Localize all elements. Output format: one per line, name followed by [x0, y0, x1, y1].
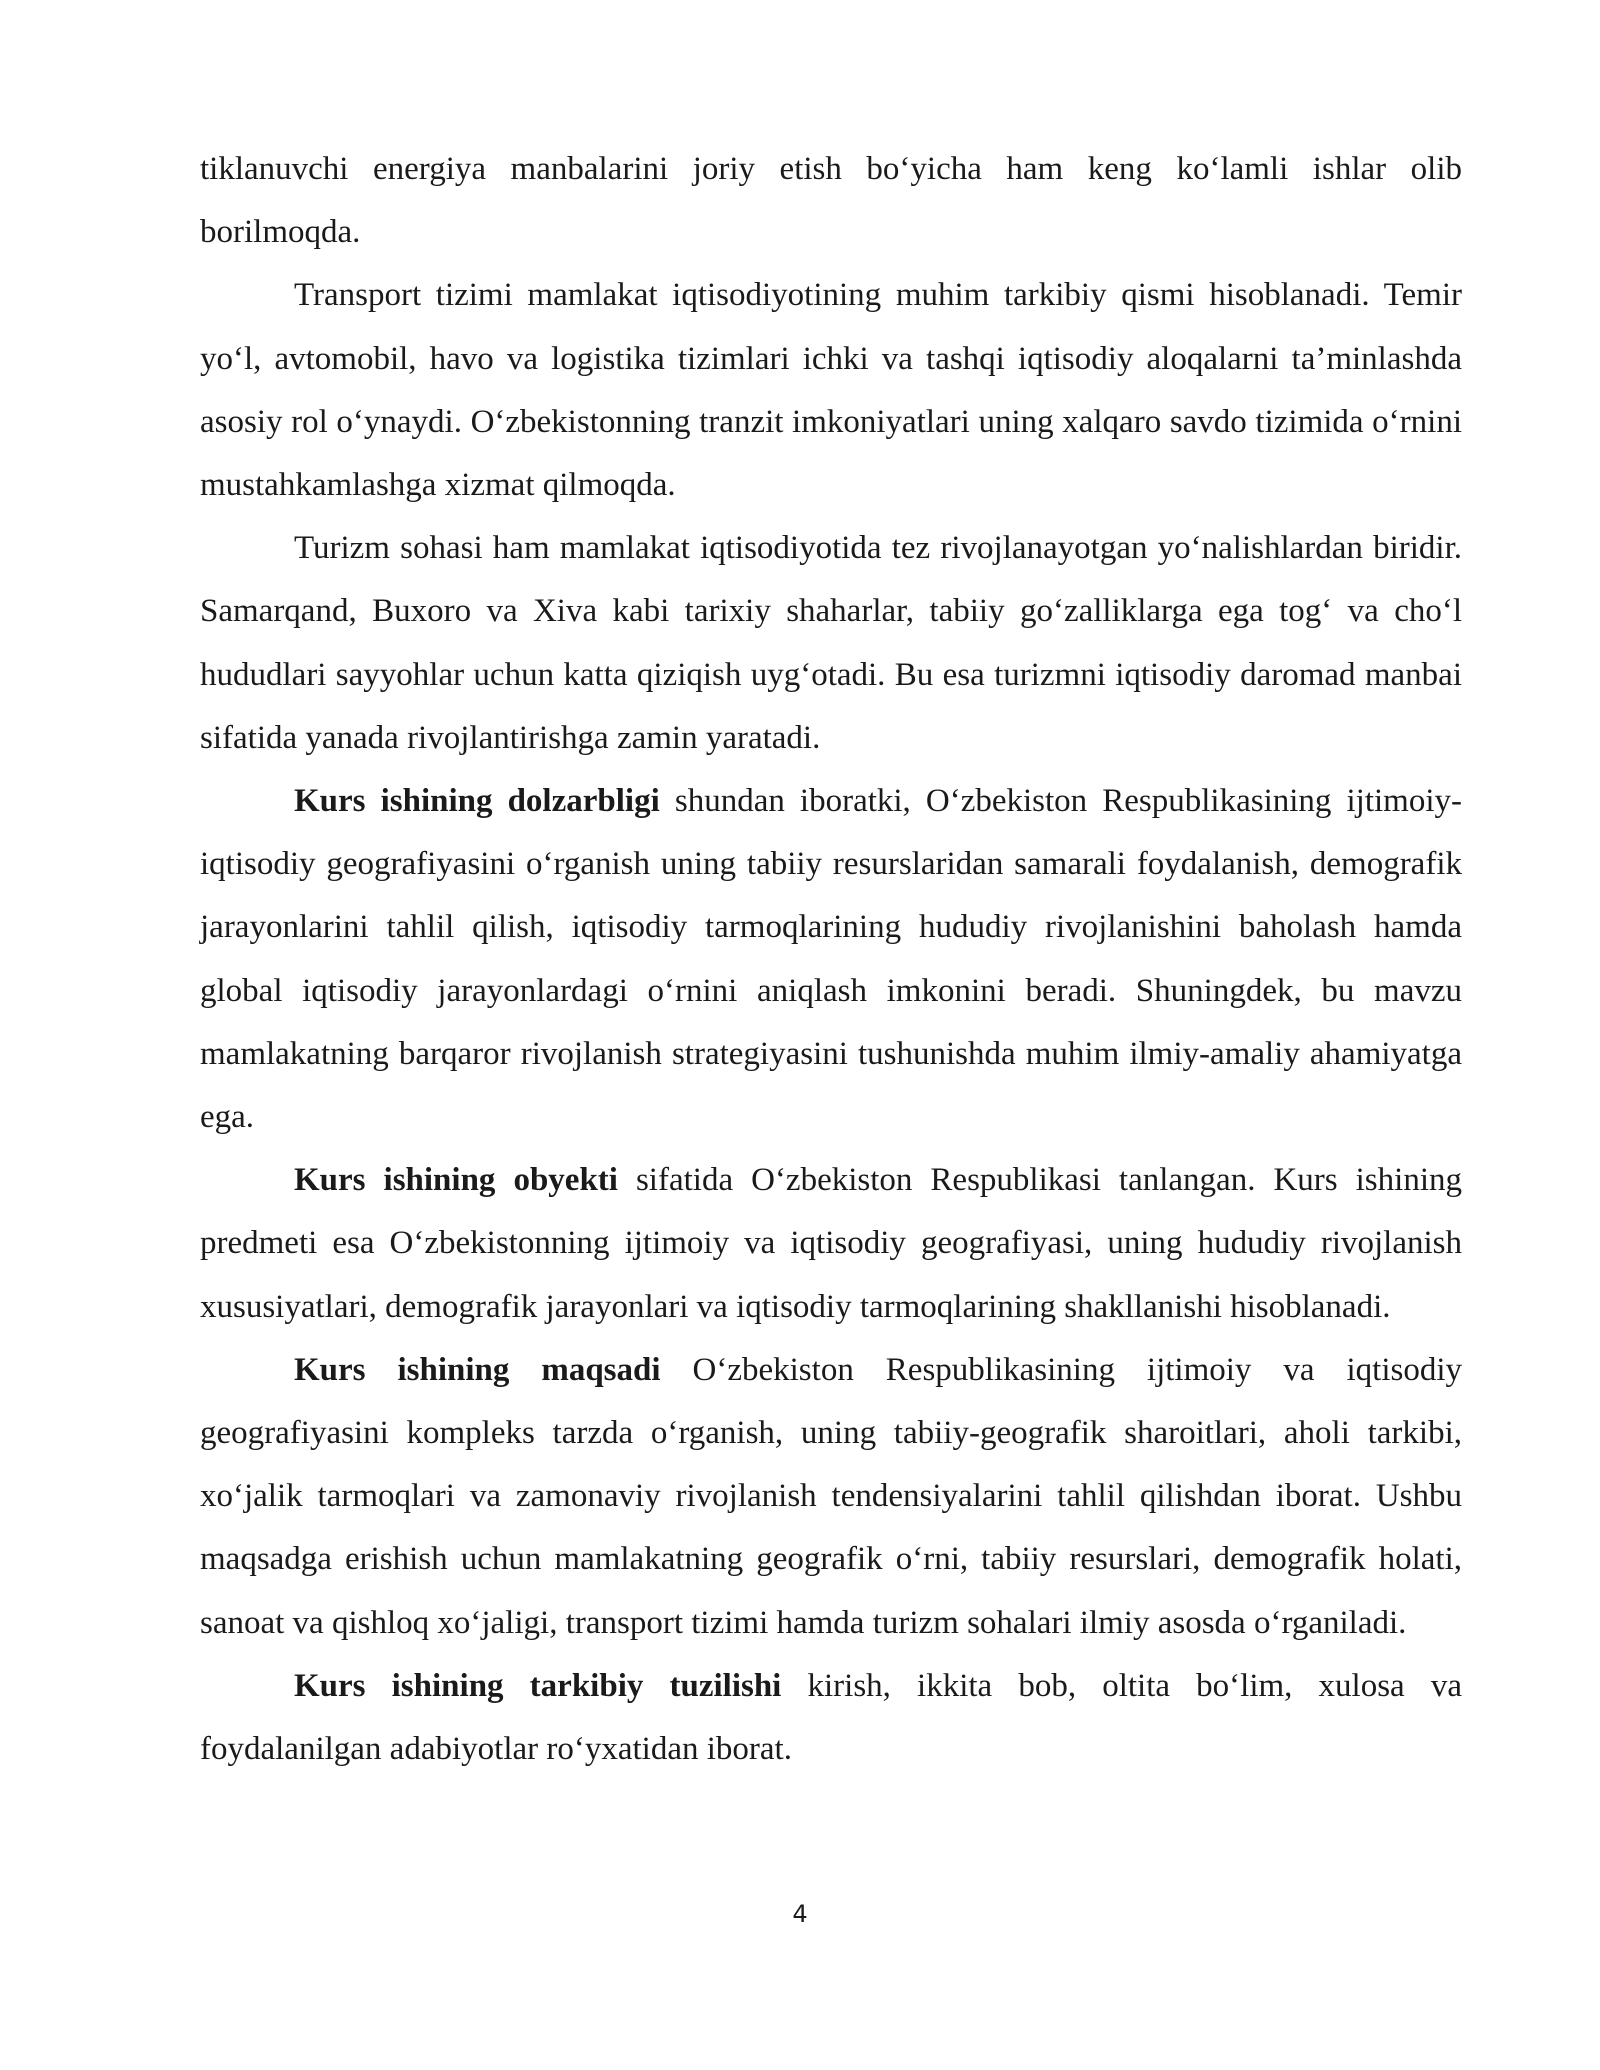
page-number: 4	[792, 1900, 808, 1928]
paragraph-lead: Kurs ishining tarkibiy tuzilishi	[294, 1667, 782, 1704]
paragraph-lead: Kurs ishining maqsadi	[294, 1351, 661, 1388]
paragraph-object	[200, 1149, 1462, 1339]
paragraph-transport	[200, 264, 1462, 517]
paragraph-text: tiklanuvchi energiya manbalarini joriy etish bo‘yicha ham keng ko‘lamli ishlar olib borilmoqda.	[200, 151, 1462, 251]
paragraph-tourism	[200, 517, 1462, 770]
body-text	[200, 138, 1462, 1781]
paragraph-text: O‘zbekiston Respublikasining ijtimoiy va iqtisodiy geografiyasini kompleks tarzda o‘rganish, uning tabiiy-geografik sharoitlari, aholi tarkibi, xo‘jalik tarmoqlari va zamonaviy rivojlanish tendensiyalarini tahlil qilishdan iborat. Ushbu maqsadga erishish uchun mamlakatning geografik o‘rni, tabiiy resurslari, demografik holati, sanoat va qishloq xo‘jaligi, transport tizimi hamda turizm sohalari ilmiy asosda o‘rganiladi.	[200, 1351, 1463, 1641]
paragraph-text: sifatida O‘zbekiston Respublikasi tanlangan. Kurs ishining predmeti esa O‘zbekistonning ijtimoiy va iqtisodiy geografiyasi, uning hududiy rivojlanish xususiyatlari, demografik jarayonlari va iqtisodiy tarmoqlarining shakllanishi hisoblanadi.	[200, 1162, 1462, 1325]
paragraph-text: shundan iboratki, O‘zbekiston Respublikasining ijtimoiy-iqtisodiy geografiyasini o‘rganish uning tabiiy resurslaridan samarali foydalanish, demografik jarayonlarini tahlil qilish, iqtisodiy tarmoqlarining hududiy rivojlanishini baholash hamda global iqtisodiy jarayonlardagi o‘rnini aniqlash imkonini beradi. Shuningdek, bu mavzu mamlakatning barqaror rivojlanish strategiyasini tushunishda muhim ilmiy-amaliy ahamiyatga ega.	[200, 783, 1463, 1136]
paragraph-continuation	[200, 138, 1462, 264]
paragraph-text: Transport tizimi mamlakat iqtisodiyotining muhim tarkibiy qismi hisoblanadi. Temir yo‘l, avtomobil, havo va logistika tizimlari ichki va tashqi iqtisodiy aloqalarni ta’minlashda asosiy rol o‘ynaydi. O‘zbekistonning tranzit imkoniyatlari uning xalqaro savdo tizimida o‘rnini mustahkamlashga xizmat qilmoqda.	[200, 277, 1462, 504]
paragraph-structure	[200, 1655, 1462, 1781]
paragraph-lead: Kurs ishining obyekti	[294, 1162, 618, 1199]
paragraph-lead: Kurs ishining dolzarbligi	[294, 783, 660, 820]
paragraph-relevance	[200, 770, 1462, 1149]
paragraph-text: Turizm sohasi ham mamlakat iqtisodiyotida tez rivojlanayotgan yo‘nalishlardan biridir. Samarqand, Buxoro va Xiva kabi tarixiy shaharlar, tabiiy go‘zalliklarga ega tog‘ va cho‘l hududlari sayyohlar uchun katta qiziqish uyg‘otadi. Bu esa turizmni iqtisodiy daromad manbai sifatida yanada rivojlantirishga zamin yaratadi.	[200, 530, 1462, 756]
paragraph-text: kirish, ikkita bob, oltita bo‘lim, xulosa va foydalanilgan adabiyotlar ro‘yxatidan iborat.	[200, 1667, 1462, 1768]
paragraph-goal	[200, 1339, 1462, 1655]
